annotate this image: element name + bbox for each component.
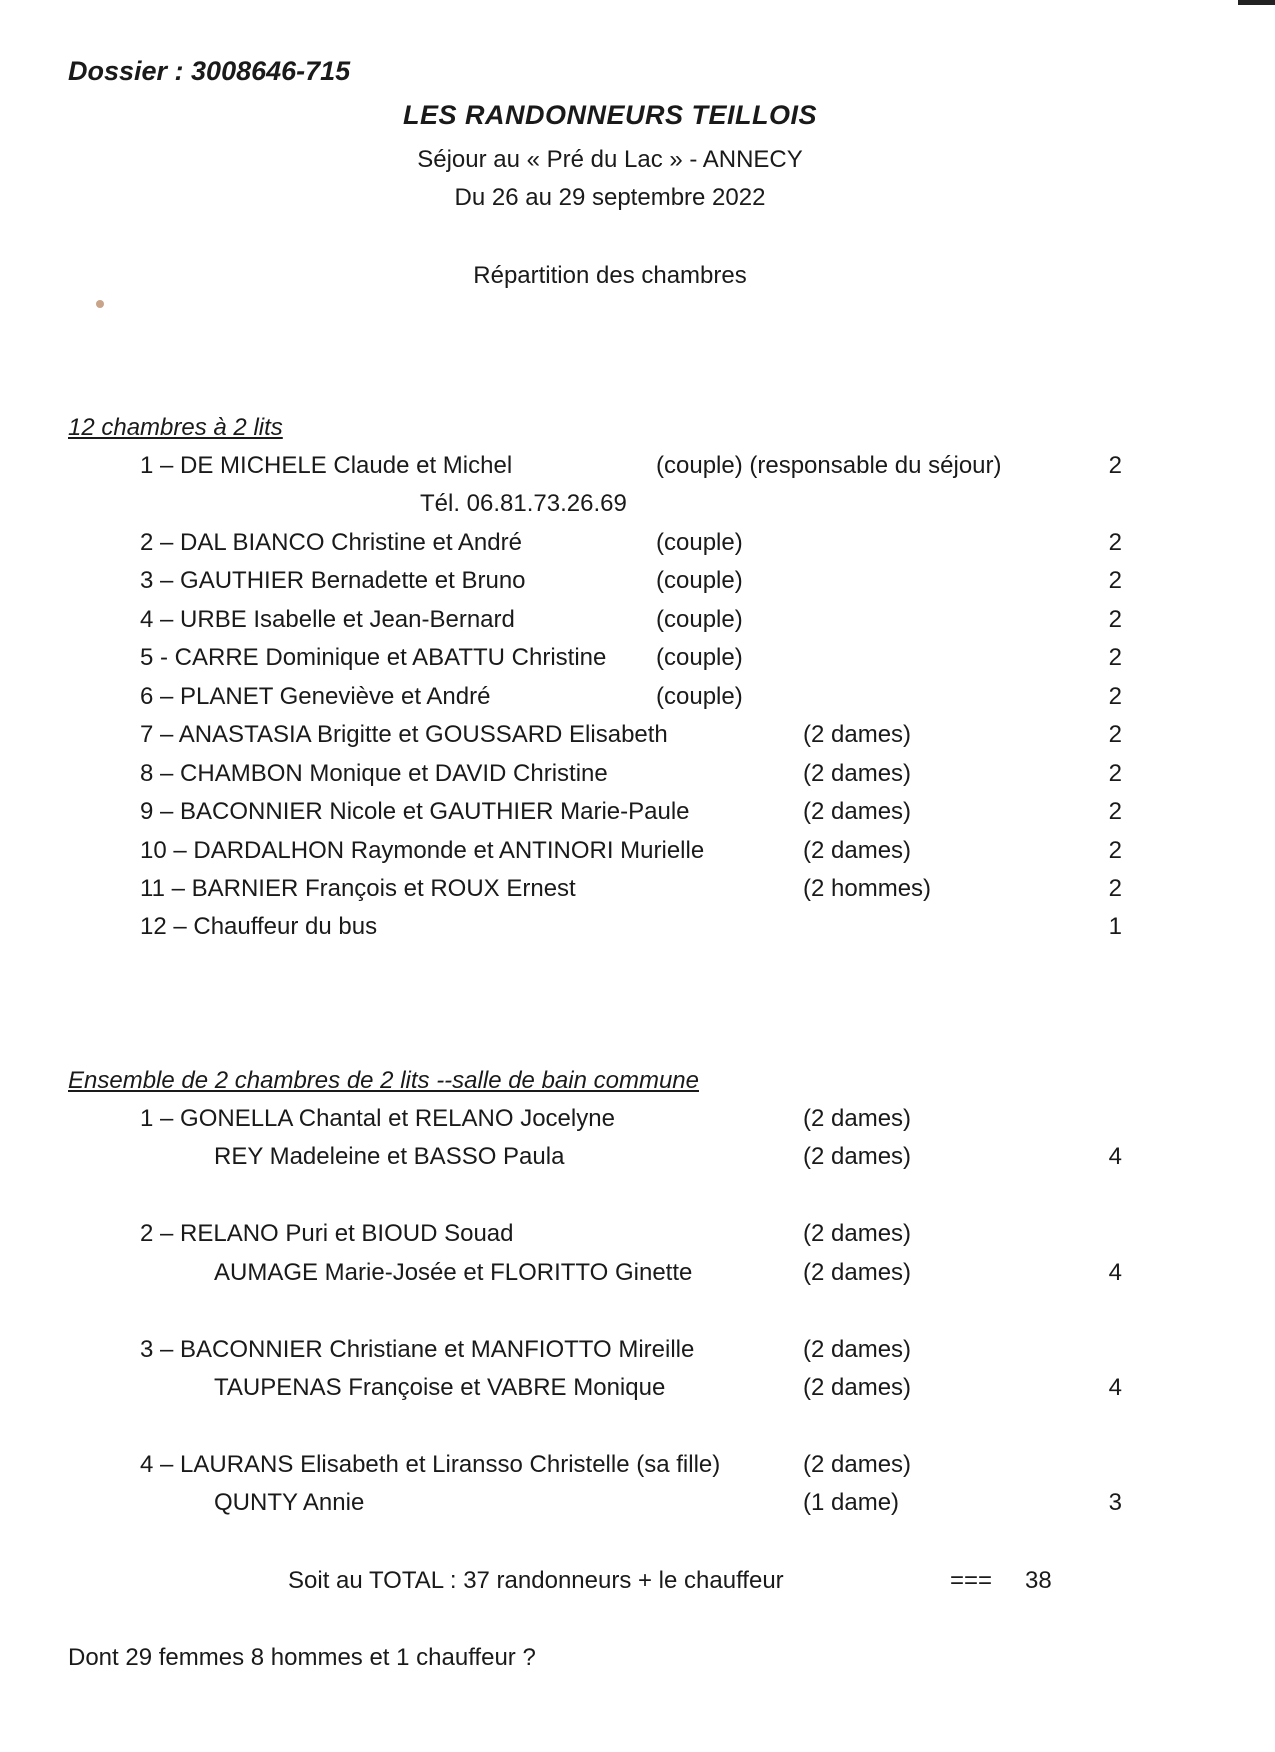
room-occupants: 10 – DARDALHON Raymonde et ANTINORI Murielle bbox=[140, 837, 705, 864]
room-count: 2 bbox=[1108, 452, 1122, 479]
footer-row bbox=[0, 1644, 1275, 1674]
room-type: (2 dames) bbox=[803, 837, 912, 864]
section-title-ensemble: Ensemble de 2 chambres de 2 lits --salle de bain commune bbox=[68, 1067, 699, 1094]
room-occupants: 1 – DE MICHELE Claude et Michel bbox=[140, 452, 513, 479]
room-occupants: REY Madeleine et BASSO Paula bbox=[214, 1143, 565, 1170]
subtitle: Répartition des chambres bbox=[473, 262, 747, 289]
room-count: 2 bbox=[1108, 567, 1122, 594]
room-type: (2 dames) bbox=[803, 1336, 912, 1363]
dates-line: Du 26 au 29 septembre 2022 bbox=[454, 184, 766, 211]
room-type: (2 dames) bbox=[803, 721, 912, 748]
suite-row bbox=[0, 1220, 1275, 1250]
room-occupants: 2 – DAL BIANCO Christine et André bbox=[140, 529, 522, 556]
room-count: 4 bbox=[1108, 1259, 1122, 1286]
suite-row bbox=[0, 1489, 1275, 1519]
room-count: 2 bbox=[1108, 683, 1122, 710]
room-occupants: 8 – CHAMBON Monique et DAVID Christine bbox=[140, 760, 608, 787]
room-row bbox=[0, 760, 1275, 790]
room-occupants: 5 - CARRE Dominique et ABATTU Christine bbox=[140, 644, 607, 671]
room-occupants: 4 – URBE Isabelle et Jean-Bernard bbox=[140, 606, 515, 633]
room-row bbox=[0, 683, 1275, 713]
room-count: 3 bbox=[1108, 1489, 1122, 1516]
room-occupants: 12 – Chauffeur du bus bbox=[140, 913, 378, 940]
section-title-12-chambres: 12 chambres à 2 lits bbox=[68, 414, 283, 441]
room-row bbox=[0, 452, 1275, 482]
room-occupants: 3 – BACONNIER Christiane et MANFIOTTO Mireille bbox=[140, 1336, 695, 1363]
total-row bbox=[0, 1567, 1275, 1597]
room-count: 2 bbox=[1108, 760, 1122, 787]
ink-spot bbox=[96, 300, 104, 308]
total-value: 38 bbox=[1025, 1567, 1052, 1594]
room-occupants: 7 – ANASTASIA Brigitte et GOUSSARD Elisabeth bbox=[140, 721, 668, 748]
room-occupants: QUNTY Annie bbox=[214, 1489, 365, 1516]
phone-row bbox=[0, 490, 1275, 520]
footer-note: Dont 29 femmes 8 hommes et 1 chauffeur ? bbox=[68, 1644, 536, 1671]
room-row bbox=[0, 913, 1275, 943]
suite-row bbox=[0, 1143, 1275, 1173]
dossier-number: Dossier : 3008646-715 bbox=[68, 56, 351, 86]
room-occupants: 9 – BACONNIER Nicole et GAUTHIER Marie-Paule bbox=[140, 798, 690, 825]
suite-row bbox=[0, 1374, 1275, 1404]
room-row bbox=[0, 721, 1275, 751]
room-type: (couple) bbox=[656, 567, 743, 594]
room-occupants: 6 – PLANET Geneviève et André bbox=[140, 683, 491, 710]
room-count: 2 bbox=[1108, 875, 1122, 902]
room-count: 2 bbox=[1108, 644, 1122, 671]
room-type: (2 dames) bbox=[803, 1451, 912, 1478]
room-count: 2 bbox=[1108, 721, 1122, 748]
room-row bbox=[0, 606, 1275, 636]
room-type: (2 hommes) bbox=[803, 875, 932, 902]
suite-row bbox=[0, 1105, 1275, 1135]
sejour-line: Séjour au « Pré du Lac » - ANNECY bbox=[417, 146, 803, 173]
scan-edge-mark bbox=[1238, 0, 1275, 5]
room-type: (2 dames) bbox=[803, 760, 912, 787]
room-type: (couple) bbox=[656, 683, 743, 710]
room-row bbox=[0, 837, 1275, 867]
room-count: 2 bbox=[1108, 606, 1122, 633]
room-type: (couple) bbox=[656, 606, 743, 633]
room-count: 4 bbox=[1108, 1143, 1122, 1170]
suite-row bbox=[0, 1336, 1275, 1366]
room-type: (2 dames) bbox=[803, 1143, 912, 1170]
room-count: 2 bbox=[1108, 529, 1122, 556]
phone-number: Tél. 06.81.73.26.69 bbox=[420, 490, 627, 517]
room-count: 1 bbox=[1108, 913, 1122, 940]
room-count: 4 bbox=[1108, 1374, 1122, 1401]
room-type: (2 dames) bbox=[803, 798, 912, 825]
room-occupants: 3 – GAUTHIER Bernadette et Bruno bbox=[140, 567, 526, 594]
room-occupants: 11 – BARNIER François et ROUX Ernest bbox=[140, 875, 576, 902]
room-occupants: 2 – RELANO Puri et BIOUD Souad bbox=[140, 1220, 514, 1247]
room-occupants: 4 – LAURANS Elisabeth et Liransso Christelle (sa fille) bbox=[140, 1451, 721, 1478]
room-row bbox=[0, 567, 1275, 597]
room-count: 2 bbox=[1108, 798, 1122, 825]
room-row bbox=[0, 798, 1275, 828]
room-occupants: TAUPENAS Françoise et VABRE Monique bbox=[214, 1374, 666, 1401]
room-row bbox=[0, 644, 1275, 674]
total-label: Soit au TOTAL : 37 randonneurs + le chauffeur bbox=[288, 1567, 784, 1594]
room-type: (2 dames) bbox=[803, 1259, 912, 1286]
suite-row bbox=[0, 1451, 1275, 1481]
room-type: (couple) bbox=[656, 529, 743, 556]
room-type: (1 dame) bbox=[803, 1489, 900, 1516]
room-occupants: 1 – GONELLA Chantal et RELANO Jocelyne bbox=[140, 1105, 615, 1132]
room-type: (2 dames) bbox=[803, 1105, 912, 1132]
total-arrow: === bbox=[950, 1567, 993, 1594]
room-row bbox=[0, 529, 1275, 559]
suite-row bbox=[0, 1259, 1275, 1289]
room-type: (2 dames) bbox=[803, 1220, 912, 1247]
room-occupants: AUMAGE Marie-Josée et FLORITTO Ginette bbox=[214, 1259, 693, 1286]
room-count: 2 bbox=[1108, 837, 1122, 864]
room-type: (couple) bbox=[656, 644, 743, 671]
room-type: (2 dames) bbox=[803, 1374, 912, 1401]
room-type: (couple) (responsable du séjour) bbox=[656, 452, 1002, 479]
room-row bbox=[0, 875, 1275, 905]
document-title: LES RANDONNEURS TEILLOIS bbox=[402, 100, 818, 130]
